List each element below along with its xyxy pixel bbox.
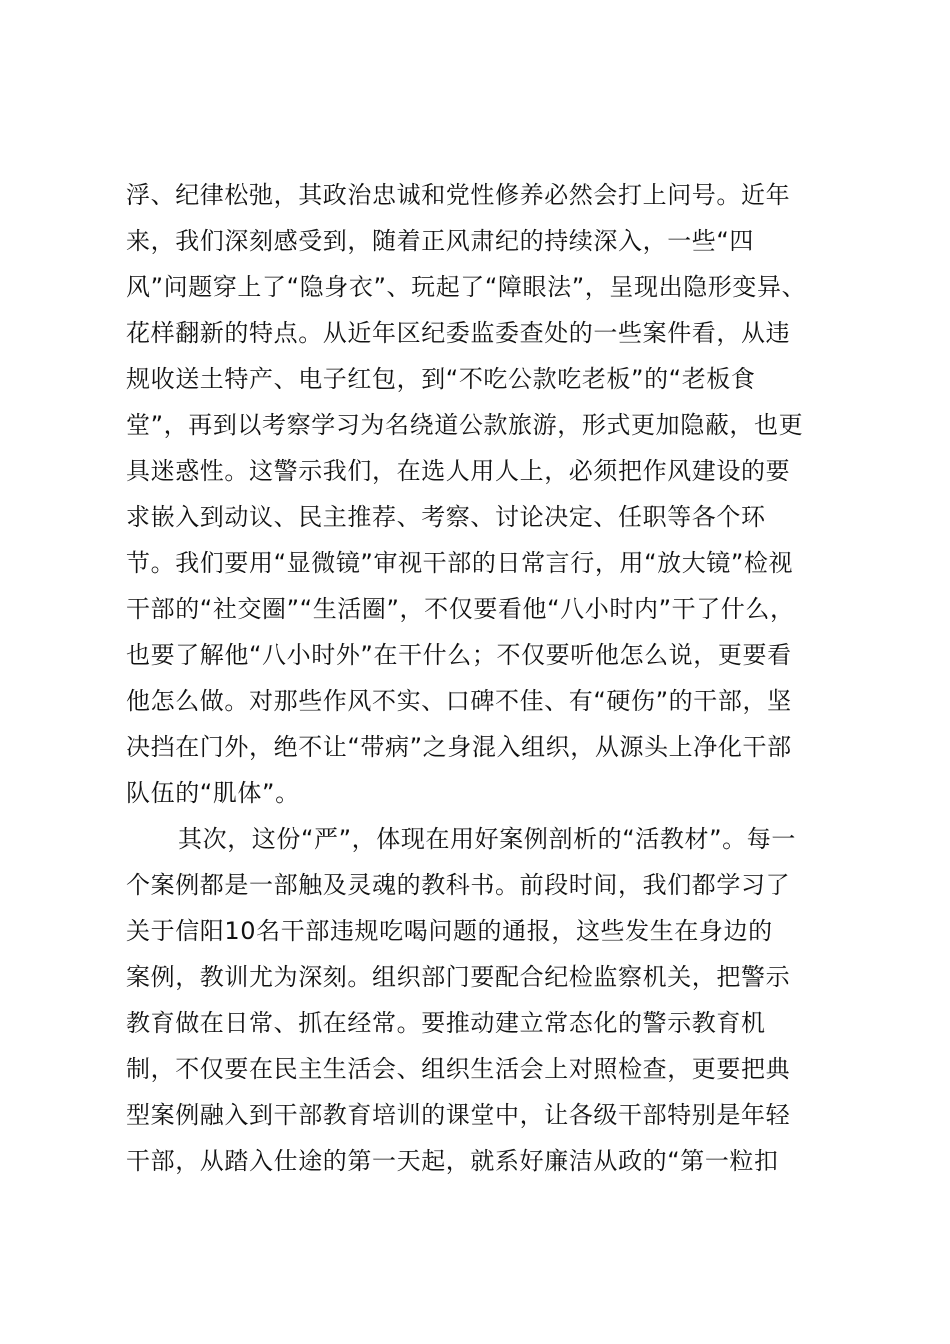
text-line: 关于信阳10名干部违规吃喝问题的通报，这些发生在身边的 (126, 917, 773, 945)
text-line: 规收送土特产、电子红包，到“不吃公款吃老板”的“老板食 (126, 365, 756, 393)
text-line: 队伍的“肌体”。 (126, 779, 300, 807)
text-line: 风”问题穿上了“隐身衣”、玩起了“障眼法”，呈现出隐形变异、 (126, 273, 807, 301)
text-line: 节。我们要用“显微镜”审视干部的日常言行，用“放大镜”检视 (126, 549, 794, 577)
text-line: 也要了解他“八小时外”在干什么；不仅要听他怎么说，更要看 (126, 641, 792, 669)
text-line: 干部，从踏入仕途的第一天起，就系好廉洁从政的“第一粒扣 (126, 1147, 779, 1175)
text-line: 个案例都是一部触及灵魂的教科书。前段时间，我们都学习了 (126, 871, 791, 899)
text-line: 决挡在门外，绝不让“带病”之身混入组织，从源头上净化干部 (126, 733, 792, 761)
text-line: 干部的“社交圈”“生活圈”，不仅要看他“八小时内”干了什么， (126, 595, 795, 623)
text-line: 他怎么做。对那些作风不实、口碑不佳、有“硬伤”的干部，坚 (126, 687, 792, 715)
paragraph-first-line: 其次，这份“严”，体现在用好案例剖析的“活教材”。每一 (178, 825, 796, 853)
text-line: 案例，教训尤为深刻。组织部门要配合纪检监察机关，把警示 (126, 963, 791, 991)
text-line: 具迷惑性。这警示我们，在选人用人上，必须把作风建设的要 (126, 457, 791, 485)
text-line: 堂”，再到以考察学习为名绕道公款旅游，形式更加隐蔽，也更 (126, 411, 804, 439)
text-line: 花样翻新的特点。从近年区纪委监委查处的一些案件看，从违 (126, 319, 791, 347)
text-line: 浮、纪律松弛，其政治忠诚和党性修养必然会打上问号。近年 (126, 181, 791, 209)
text-line: 求嵌入到动议、民主推荐、考察、讨论决定、任职等各个环 (126, 503, 766, 531)
text-line: 制，不仅要在民主生活会、组织生活会上对照检查，更要把典 (126, 1055, 791, 1083)
text-line: 教育做在日常、抓在经常。要推动建立常态化的警示教育机 (126, 1009, 766, 1037)
text-line: 来，我们深刻感受到，随着正风肃纪的持续深入，一些“四 (126, 227, 755, 255)
text-line: 型案例融入到干部教育培训的课堂中，让各级干部特别是年轻 (126, 1101, 791, 1129)
